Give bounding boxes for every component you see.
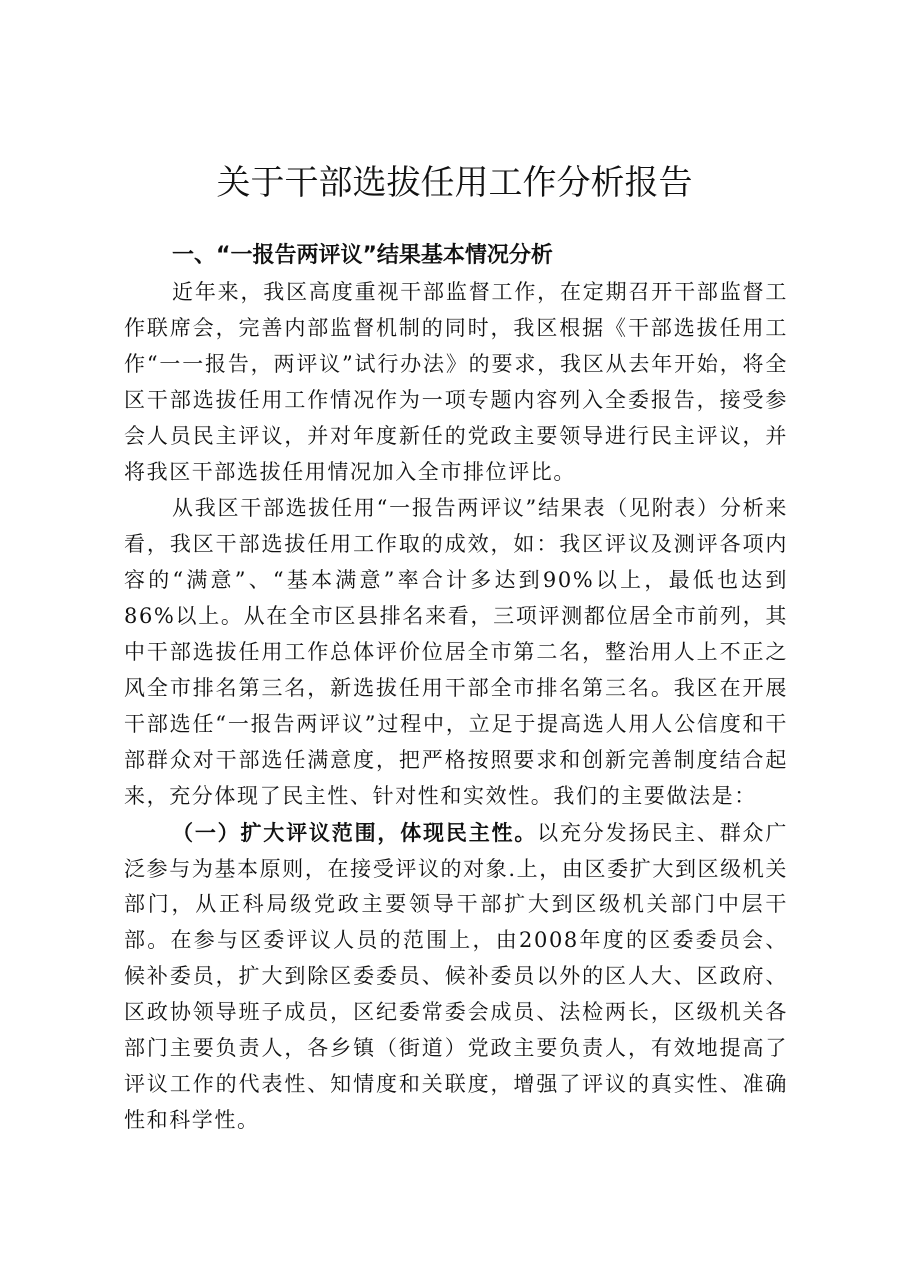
paragraph-2: [124, 490, 788, 814]
paragraph-2-text: 从我区干部选拔任用“一报告两评议”结果表（见附表）分析来看，我区干部选拔任用工作取的成效，如：我区评议及测评各项内容的“满意”、“基本满意”率合计多达到90%以上，最低也达到86%以上。从在全市区县排名来看，三项评测都位居全市前列，其中干部选拔任用工作总体评价位居全市第二名，整治用人上不正之风全市排名第三名，新选拔任用干部全市排名第三名。我区在开展干部选任“一报告两评议”过程中，立足于提高选人用人公信度和干部群众对干部选任满意度，把严格按照要求和创新完善制度结合起来，充分体现了民主性、针对性和实效性。我们的主要做法是：: [124, 496, 788, 808]
paragraph-1-text: 近年来，我区高度重视干部监督工作，在定期召开干部监督工作联席会，完善内部监督机制的同时，我区根据《干部选拔任用工作“一一报告，两评议”试行办法》的要求，我区从去年开始，将全区干部选拔任用工作情况作为一项专题内容列入全委报告，接受参会人员民主评议，并对年度新任的党政主要领导进行民主评议，并将我区干部选拔任用情况加入全市排位评比。: [124, 280, 788, 484]
paragraph-3-text: 以充分发扬民主、群众广泛参与为基本原则，在接受评议的对象.上，由区委扩大到区级机关部门，从正科局级党政主要领导干部扩大到区级机关部门中层干部。在参与区委评议人员的范围上，由2008年度的区委委员会、候补委员，扩大到除区委委员、候补委员以外的区人大、区政府、区政协领导班子成员，区纪委常委会成员、法检两长，区级机关各部门主要负责人，各乡镇（街道）党政主要负责人，有效地提高了评议工作的代表性、知情度和关联度，增强了评议的真实性、准确性和科学性。: [124, 820, 788, 1132]
paragraph-3-lead: （一）扩大评议范围，体现民主性。: [172, 819, 538, 845]
paragraph-1: [124, 274, 788, 490]
paragraph-3: [124, 815, 788, 1139]
document-body: [124, 238, 788, 1139]
section-heading: 一、“一报告两评议”结果基本情况分析: [172, 243, 553, 268]
document-title: 关于干部选拔任用工作分析报告: [216, 163, 693, 203]
